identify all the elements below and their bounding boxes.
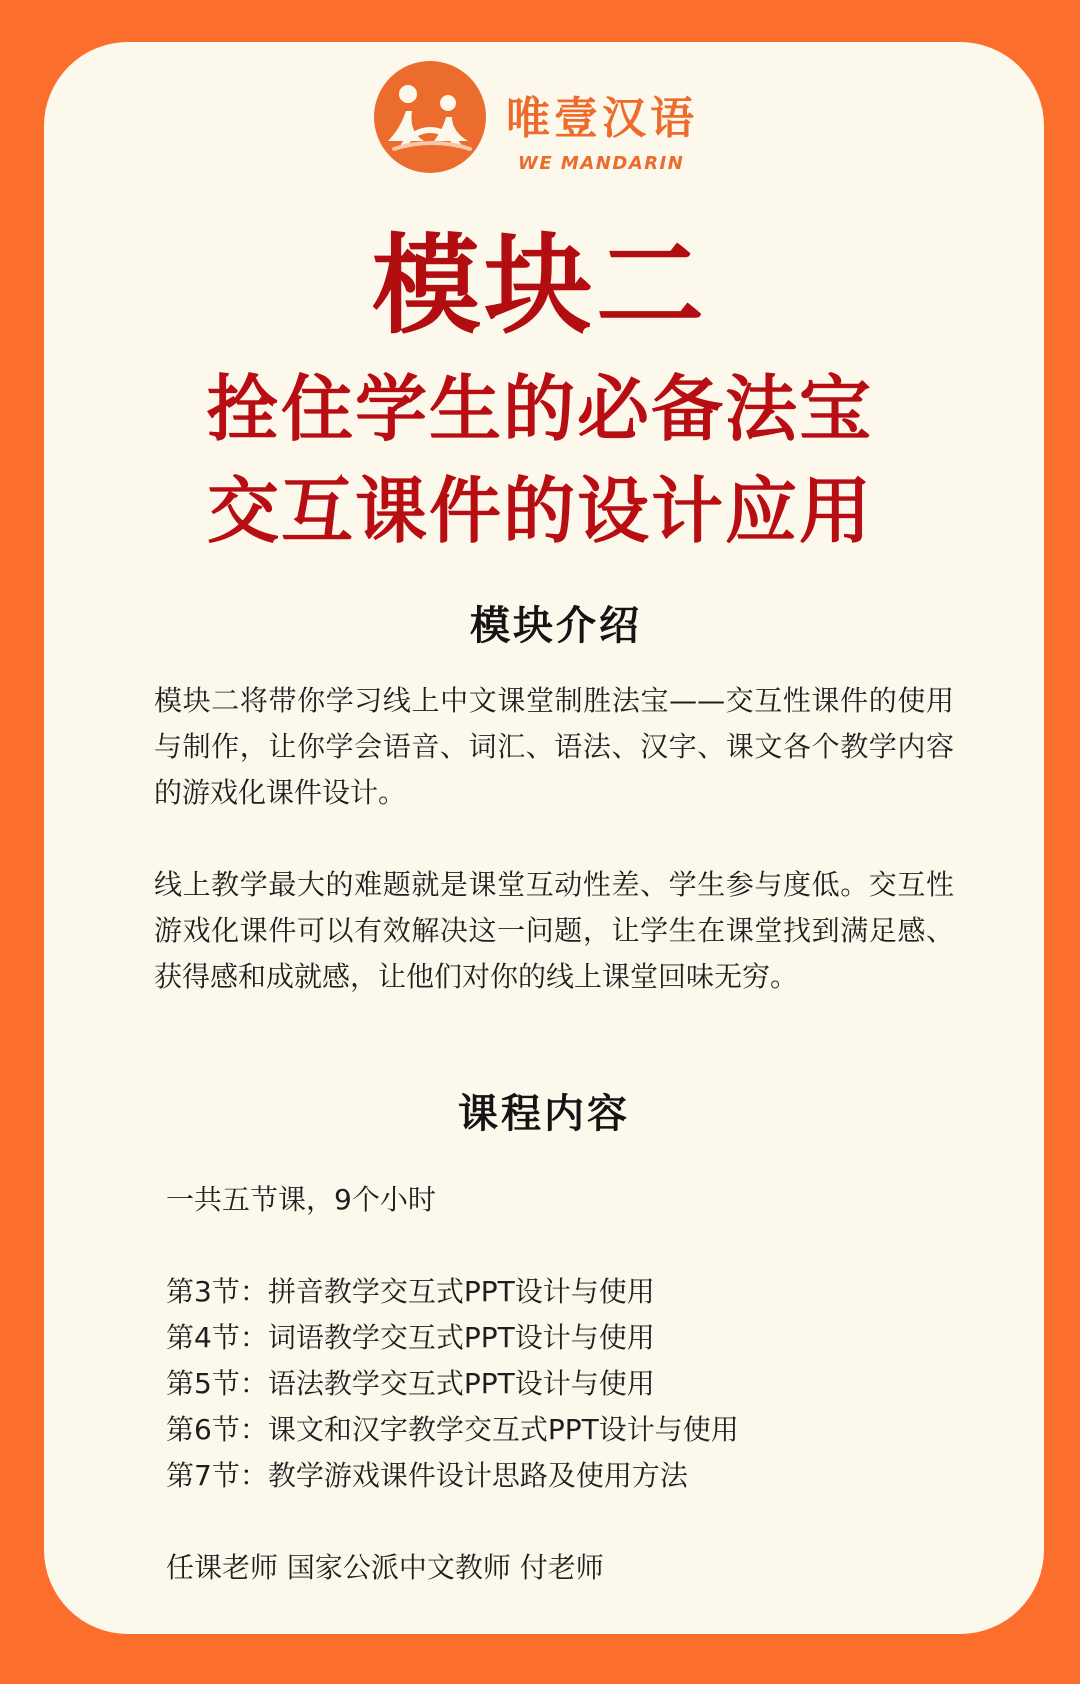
page-title: 模块二 — [371, 223, 708, 349]
course-summary: 一共五节课，9个小时 — [166, 1183, 436, 1216]
lesson-item: 第6节：课文和汉字教学交互式PPT设计与使用 — [166, 1413, 739, 1446]
teacher-info: 任课老师 国家公派中文教师 付老师 — [166, 1551, 604, 1584]
module-intro-paragraph-2: 线上教学最大的难题就是课堂互动性差、学生参与度低。交互性游戏化课件可以有效解决这一问题，让学生在课堂找到满足感、获得感和成就感，让他们对你的线上课堂回味无穷。 — [154, 868, 954, 993]
module-intro-heading: 模块介绍 — [470, 603, 642, 649]
logo-brand-name-cn: 唯壹汉语 — [506, 93, 698, 144]
lesson-item: 第3节：拼音教学交互式PPT设计与使用 — [166, 1275, 655, 1308]
lesson-item: 第7节：教学游戏课件设计思路及使用方法 — [166, 1459, 688, 1492]
module-intro-paragraph-1: 模块二将带你学习线上中文课堂制胜法宝——交互性课件的使用与制作，让你学会语音、词汇、语法、汉字、课文各个教学内容的游戏化课件设计。 — [154, 684, 954, 809]
course-content-heading: 课程内容 — [458, 1091, 630, 1137]
lesson-item: 第5节：语法教学交互式PPT设计与使用 — [166, 1367, 655, 1400]
page-subtitle-line-2: 交互课件的设计应用 — [206, 469, 873, 553]
page-subtitle-line-1: 拴住学生的必备法宝 — [206, 367, 873, 451]
we-mandarin-logo-icon — [374, 61, 486, 173]
lesson-item: 第4节：词语教学交互式PPT设计与使用 — [166, 1321, 655, 1354]
logo-brand-name-en: WE MANDARIN — [518, 153, 685, 174]
